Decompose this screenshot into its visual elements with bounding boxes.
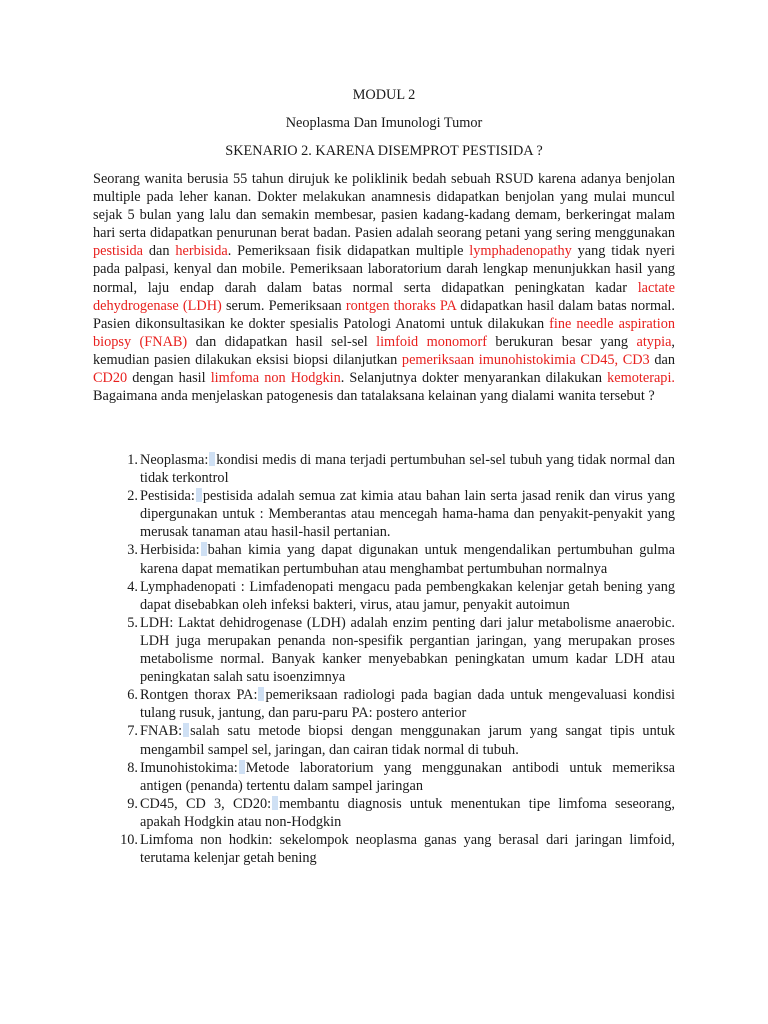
list-item: 9. CD45, CD 3, CD20: membantu diagnosis untuk menentukan tipe limfoma seseorang, apakah Hodgkin atau non-Hodgkin — [127, 795, 675, 830]
selection-mark — [258, 687, 264, 701]
list-item: 4. Lymphadenopati : Limfadenopati mengacu pada pembengkakan kelenjar getah bening yang dapat disebabkan oleh infeksi bakteri, virus, atau jamur, penyakit autoimun — [127, 578, 675, 613]
term-limfoma: limfoma non Hodgkin — [210, 370, 341, 387]
list-item: 8. Imunohistokima: Metode laboratorium yang menggunakan antibodi untuk memeriksa antigen (penanda) tertentu dalam sampel jaringan — [127, 759, 675, 794]
term-pestisida: pestisida — [93, 243, 144, 260]
list-item: 1. Neoplasma: kondisi medis di mana terjadi pertumbuhan sel-sel tubuh yang tidak normal dan tidak terkontrol — [127, 452, 675, 487]
term-cd20: CD20 — [93, 370, 128, 387]
selection-mark — [196, 488, 202, 502]
selection-mark — [183, 723, 189, 737]
list-item: 5. LDH: Laktat dehidrogenase (LDH) adalah enzim penting dari jalur metabolisme anaerobic. LDH juga merupakan penanda non-spesifik pergantian jaringan, yang merupakan proses metabolisme normal. Banyak kanker menyebabkan peningkatan umum kadar LDH atau peningkatan salah satu isoenzimnya — [127, 614, 675, 686]
module-title: MODUL 2 — [352, 87, 416, 103]
term-fnab: fine needle aspiration biopsy (FNAB) — [93, 315, 675, 350]
selection-mark — [201, 542, 207, 556]
module-subtitle: Neoplasma Dan Imunologi Tumor — [285, 115, 483, 131]
selection-mark — [239, 760, 245, 774]
term-lymphadenopathy: lymphadenopathy — [469, 243, 572, 260]
term-herbisida: herbisida — [175, 243, 228, 260]
term-ldh: lactate dehydrogenase (LDH) — [93, 279, 675, 314]
term-kemoterapi: kemoterapi. — [607, 370, 676, 387]
term-imunohistokimia: pemeriksaan imunohistokimia CD45, CD3 — [401, 351, 650, 368]
list-item: 3. Herbisida: bahan kimia yang dapat digunakan untuk mengendalikan pertumbuhan gulma karena dapat mematikan pertumbuhan atau menghambat pertumbuhan normalnya — [127, 542, 675, 577]
term-atypia: atypia — [636, 333, 672, 350]
scenario-title: SKENARIO 2. KARENA DISEMPROT PESTISIDA ? — [225, 143, 543, 159]
list-item: 7. FNAB: salah satu metode biopsi dengan menggunakan jarum yang sangat tipis untuk mengambil sampel sel, jaringan, dan cairan tidak normal di tubuh. — [127, 723, 675, 758]
list-item: 6. Rontgen thorax PA: pemeriksaan radiologi pada bagian dada untuk mengevaluasi kondisi tulang rusuk, jantung, dan paru-paru PA: postero anterior — [127, 687, 675, 722]
scenario-paragraph: Seorang wanita berusia 55 tahun dirujuk ke poliklinik bedah sebuah RSUD karena adanya benjolan multiple pada leher kanan. Dokter melakukan anamnesis didapatkan benjolan yang mulai muncul sejak 5 bulan yang lalu dan semakin membesar, pasien kadang-kadang demam, berkeringat malam hari serta didapatkan penurunan berat badan. Pasien adalah seorang petani yang sering menggunakan pestisida dan herbisida. Pemeriksaan fisik didapatkan multiple lymphadenopathy yang tidak nyeri pada palpasi, kenyal dan mobile. Pemeriksaan laboratorium darah lengkap menunjukkan hasil yang normal, laju endap darah dalam batas normal serta didapatkan peningkatan kadar lactate dehydrogenase (LDH) serum. Pemeriksaan rontgen thoraks PA didapatkan hasil dalam batas normal. Pasien dikonsultasikan ke dokter spesialis Patologi Anatomi untuk dilakukan fine needle aspiration biopsy (FNAB) dan didapatkan hasil sel-sel limfoid monomorf berukuran besar yang atypia, kemudian pasien dilakukan eksisi biopsi dilanjutkan pemeriksaan imunohistokimia CD45, CD3 dan CD20 dengan hasil limfoma non Hodgkin. Selanjutnya dokter menyarankan dilakukan kemoterapi. Bagaimana anda menjelaskan patogenesis dan tatalaksana kelainan yang dialami wanita tersebut ? — [93, 171, 676, 405]
definition-list — [93, 451, 675, 867]
term-limfoid: limfoid monomorf — [376, 333, 487, 350]
term-rontgen: rontgen thoraks PA — [345, 297, 457, 314]
selection-mark — [272, 796, 278, 810]
list-item: 10. Limfoma non hodkin: sekelompok neoplasma ganas yang berasal dari jaringan limfoid, terutama kelenjar getah bening — [120, 831, 676, 867]
selection-mark — [209, 452, 215, 466]
list-item: 2. Pestisida: pestisida adalah semua zat kimia atau bahan lain serta jasad renik dan virus yang dipergunakan untuk : Memberantas atau mencegah hama-hama dan penyakit-penyakit yang merusak tanaman atau hasil-hasil pertanian. — [127, 488, 675, 541]
